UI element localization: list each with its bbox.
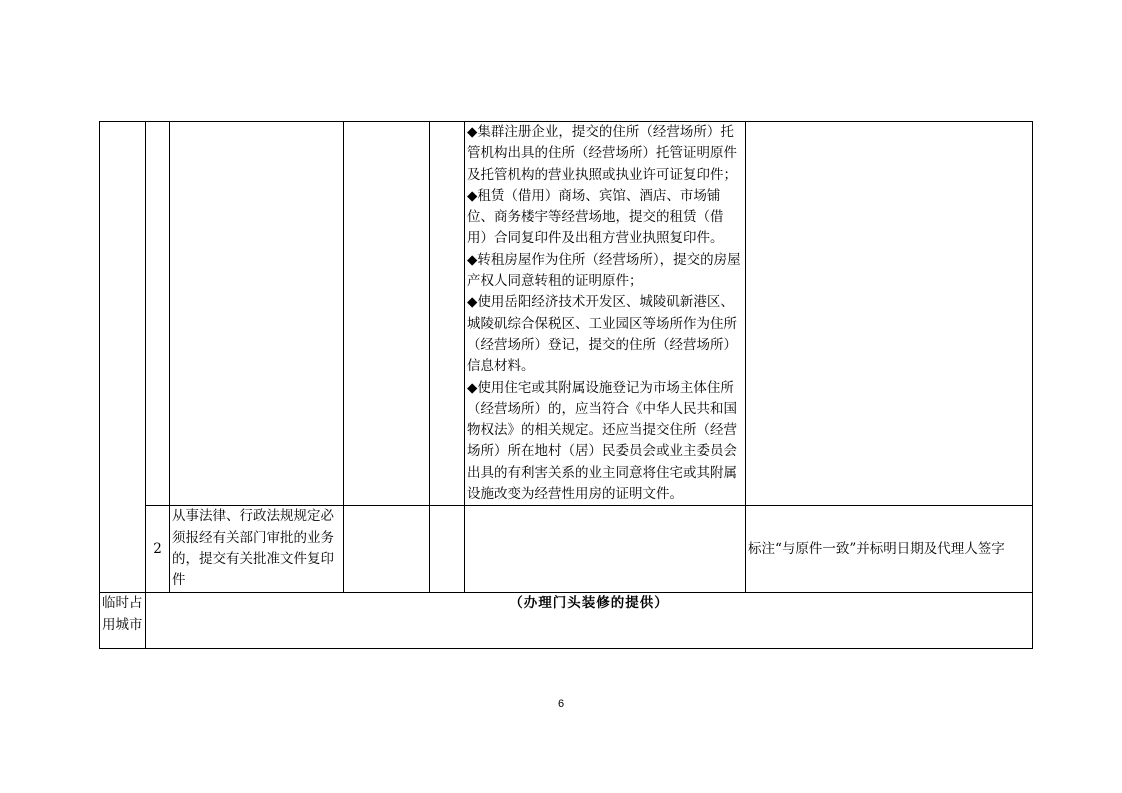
table-row: [100, 506, 1033, 593]
blank-cell: [430, 122, 465, 506]
index-cell: 2: [146, 506, 170, 593]
requirements-cell: [465, 122, 746, 506]
material-cell: [170, 122, 344, 506]
category-cell: 临时占用城市: [100, 593, 146, 649]
table-row: [100, 593, 1033, 649]
requirement-item: ◆使用住宅或其附属设施登记为市场主体住所（经营场所）的，应当符合《中华人民共和国物权法》的相关规定。还应当提交住所（经营场所）所在地村（居）民委员会或业主委员会出具的有利害关系的业主同意将住宅或其附属设施改变为经营性用房的证明文件。: [467, 379, 737, 503]
requirement-item: ◆租赁（借用）商场、宾馆、酒店、市场铺位、商务楼宇等经营场地，提交的租赁（借用）合同复印件及出租方营业执照复印件。: [467, 187, 724, 247]
index-cell: [146, 122, 170, 506]
category-cell: [100, 122, 146, 593]
page-number: 6: [557, 698, 565, 710]
requirement-item: ◆集群注册企业，提交的住所（经营场所）托管机构出具的住所（经营场所）托管证明原件及托管机构的营业执照或执业许可证复印件；: [467, 124, 737, 183]
blank-cell: [344, 506, 430, 593]
requirements-cell: [465, 506, 746, 593]
material-cell: 从事法律、行政法规规定必须报经有关部门审批的业务的，提交有关批准文件复印件: [170, 506, 344, 593]
note-cell: [746, 122, 1033, 506]
note-cell: 标注“与原件一致”并标明日期及代理人签字: [746, 506, 1033, 593]
table-row: [100, 122, 1033, 506]
materials-table: [99, 121, 1033, 649]
requirement-item: ◆转租房屋作为住所（经营场所），提交的房屋产权人同意转租的证明原件；: [467, 251, 741, 290]
requirement-item: ◆使用岳阳经济技术开发区、城陵矶新港区、城陵矶综合保税区、工业园区等场所作为住所（经营场所）登记，提交的住所（经营场所）信息材料。: [467, 294, 737, 375]
section-banner: （办理门头装修的提供）: [146, 593, 1033, 649]
blank-cell: [430, 506, 465, 593]
blank-cell: [344, 122, 430, 506]
